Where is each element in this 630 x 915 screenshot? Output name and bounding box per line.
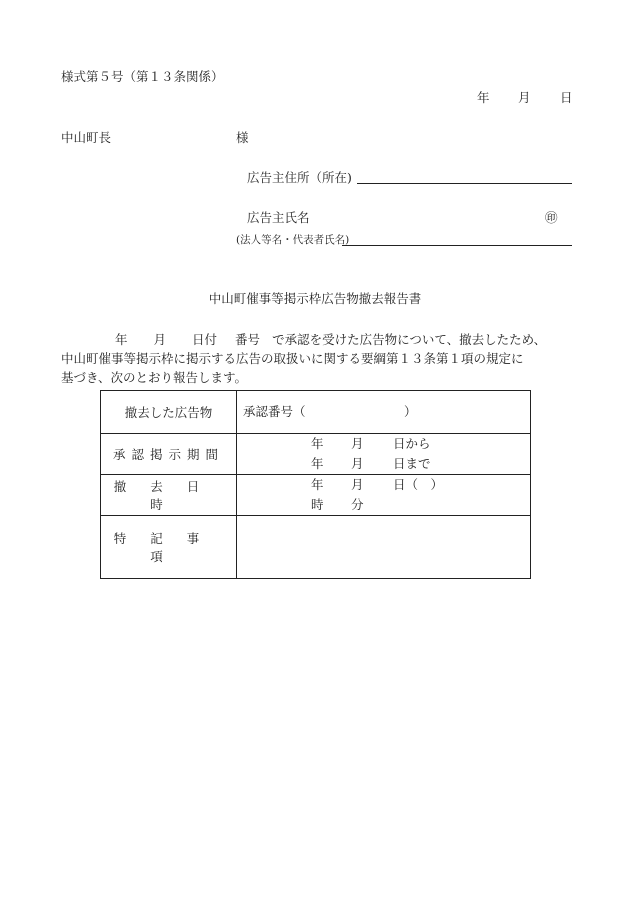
approval-number-cell[interactable] bbox=[237, 391, 531, 434]
applicant-address-label: 広告主住所（所在) bbox=[247, 170, 352, 185]
date-day: 日 bbox=[560, 90, 573, 105]
removal-datetime-cell[interactable] bbox=[237, 475, 531, 516]
applicant-name-note: (法人等名・代表者氏名) bbox=[236, 234, 350, 246]
removal-hour: 時 bbox=[311, 497, 324, 512]
removal-month: 月 bbox=[351, 477, 364, 492]
label-removed-ad: 撤去した広告物 bbox=[101, 391, 237, 434]
form-number: 様式第５号（第１３条関係） bbox=[61, 69, 224, 84]
approval-prefix: 承認番号（ bbox=[243, 404, 306, 419]
body-line3: 基づき、次のとおり報告します。 bbox=[61, 370, 248, 385]
removal-minute: 分 bbox=[351, 497, 364, 512]
body-line1-rest: で承認を受けた広告物について、撤去したため、 bbox=[272, 332, 547, 347]
period-to-month: 月 bbox=[351, 456, 364, 471]
date-year: 年 bbox=[477, 90, 490, 105]
special-notes-cell[interactable] bbox=[237, 516, 531, 579]
period-from-day: 日から bbox=[393, 436, 431, 451]
applicant-name-label: 広告主氏名 bbox=[247, 210, 310, 225]
report-table bbox=[100, 390, 531, 579]
applicant-address-line[interactable] bbox=[357, 183, 572, 184]
applicant-name-line[interactable] bbox=[342, 245, 572, 246]
date-month: 月 bbox=[518, 90, 531, 105]
body-month: 月 bbox=[153, 332, 167, 347]
body-line2: 中山町催事等掲示枠に掲示する広告の取扱いに関する要綱第１３条第１項の規定に bbox=[61, 351, 524, 366]
body-date: 日付 bbox=[192, 332, 218, 347]
approval-suffix: ） bbox=[404, 404, 417, 419]
label-approval-period: 承認掲示期間 bbox=[101, 434, 237, 475]
removal-year: 年 bbox=[311, 477, 324, 492]
period-from-year: 年 bbox=[311, 436, 324, 451]
period-to-year: 年 bbox=[311, 456, 324, 471]
table-row bbox=[101, 475, 531, 516]
body-number: 番号 bbox=[235, 332, 261, 347]
seal-mark: ㊞ bbox=[545, 210, 558, 225]
addressee-honorific: 様 bbox=[236, 130, 249, 145]
table-row bbox=[101, 391, 531, 434]
table-row bbox=[101, 516, 531, 579]
label-special-notes: 特記事項 bbox=[101, 516, 237, 579]
approval-period-cell[interactable] bbox=[237, 434, 531, 475]
label-removal-datetime: 撤去日時 bbox=[101, 475, 237, 516]
removal-day: 日（ ） bbox=[393, 477, 444, 492]
period-from-month: 月 bbox=[351, 436, 364, 451]
body-year: 年 bbox=[115, 332, 128, 347]
period-to-day: 日まで bbox=[393, 456, 431, 471]
document-title: 中山町催事等掲示枠広告物撤去報告書 bbox=[208, 291, 422, 306]
table-row bbox=[101, 434, 531, 475]
body-paragraph bbox=[61, 330, 586, 387]
addressee-name: 中山町長 bbox=[61, 130, 112, 145]
